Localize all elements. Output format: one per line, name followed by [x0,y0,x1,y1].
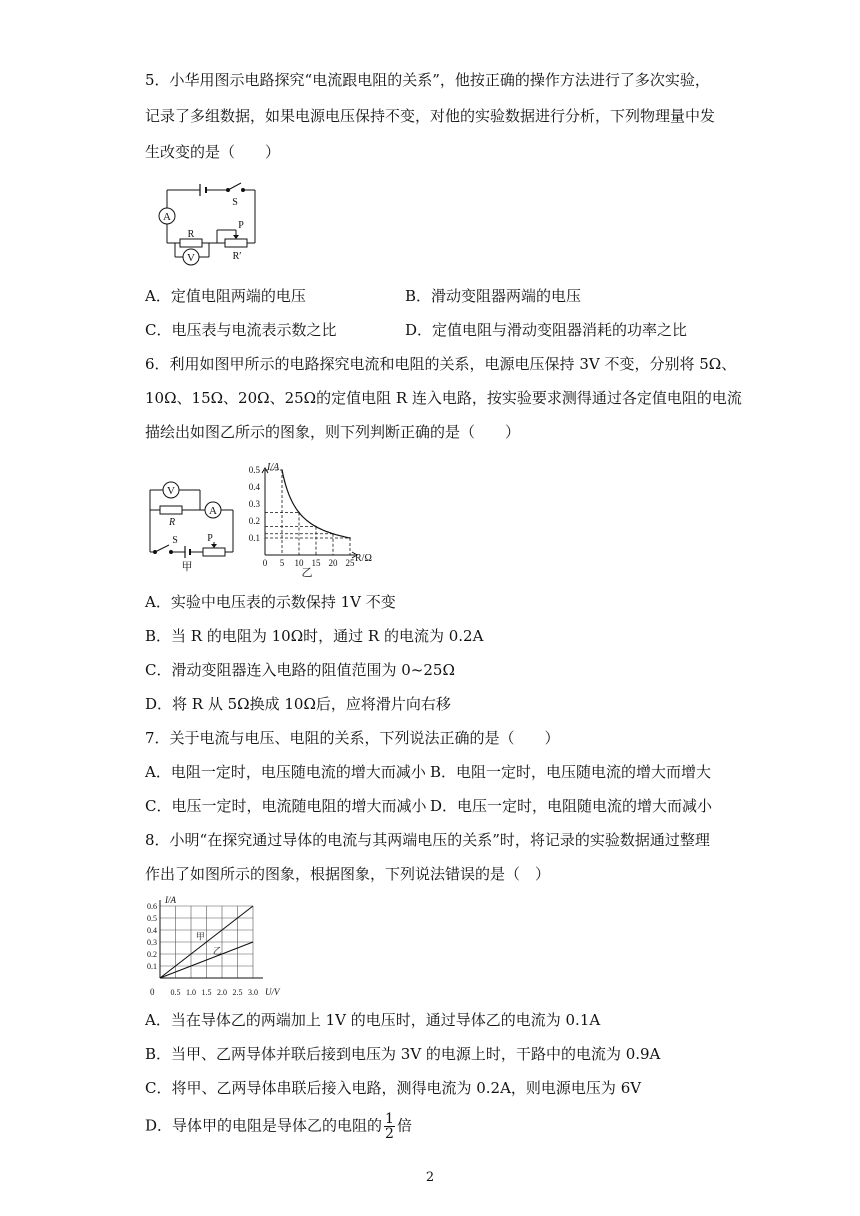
q8-option-a: A．当在导体乙的两端加上 1V 的电压时，通过导体乙的电流为 0.1A [145,1011,601,1029]
y-tick-label: 0.1 [147,962,157,971]
q6-line-2: 10Ω、15Ω、20Ω、25Ω的定值电阻 R 连入电路，按实验要求测得通过各定值电阻的电流 [145,389,742,407]
q5-line-1: 5．小华用图示电路探究“电流跟电阻的关系”，他按正确的操作方法进行了多次实验， [145,71,710,89]
y-tick-label: 0.6 [147,902,157,911]
q5-switch-label: S [232,197,238,208]
x-tick-label: 10 [294,558,304,568]
q6-option-c: C．滑动变阻器连入电路的阻值范围为 0~25Ω [145,661,455,679]
q5-circuit-diagram [145,180,270,275]
q5-slider-label: P [238,220,244,231]
q6-option-d: D．将 R 从 5Ω换成 10Ω后，应将滑片向右移 [145,695,451,713]
q6-current-resistance-graph-yi [245,458,395,583]
x-tick-label: 5 [279,558,285,568]
q8-line-2: 作出了如图所示的图象，根据图象，下列说法错误的是（ ） [145,865,551,883]
y-tick-label: 0.3 [147,938,157,947]
q6-option-b: B．当 R 的电阻为 10Ω时，通过 R 的电流为 0.2A [145,627,484,645]
q5-option-a: A．定值电阻两端的电压 [145,287,306,305]
data-point [298,512,300,514]
q6-circuit-diagram-jia [145,472,245,572]
q5-option-c: C．电压表与电流表示数之比 [145,321,337,339]
x-tick-label: 2.0 [217,988,227,997]
y-tick-label: 0.5 [248,465,260,475]
q8-option-b: B．当甲、乙两导体并联后接到电压为 3V 的电源上时，干路中的电流为 0.9A [145,1045,661,1063]
q8-option-d-prefix: D．导体甲的电阻是导体乙的电阻的 [145,1116,383,1135]
x-tick-label: 1.5 [201,988,212,997]
q8-line-1: 8．小明“在探究通过导体的电流与其两端电压的关系”时，将记录的实验数据通过整理 [145,831,710,849]
q8-option-d-suffix: 倍 [396,1116,412,1135]
x-tick-label: 0 [262,558,268,568]
q6-caption-jia: 甲 [181,561,193,572]
x-tick-label: 1.0 [186,988,196,997]
q6-graph-xlabel: R/Ω [355,553,372,564]
x-tick-label: 20 [328,558,338,568]
q7-option-a: A．电阻一定时，电压随电流的增大而减小 [145,763,426,781]
y-tick-label: 0.2 [248,516,260,526]
q5-ammeter-label: A [163,211,171,223]
q6-line-1: 6．利用如图甲所示的电路探究电流和电阻的关系，电源电压保持 3V 不变，分别将 5Ω、 [145,355,737,373]
q7-option-c: C．电压一定时，电流随电阻的增大而减小 [145,797,427,815]
q6-graph-caption-yi: 乙 [301,567,313,579]
q6-slider-label: P [207,533,213,544]
q7-option-b: B．电阻一定时，电压随电流的增大而增大 [430,763,712,781]
q5-option-b: B．滑动变阻器两端的电压 [405,287,582,305]
y-tick-label: 0.1 [248,533,260,543]
data-point [315,526,317,528]
y-tick-label: 0.4 [147,926,157,935]
q8-current-voltage-graph [140,894,290,1000]
q7-option-d: D．电压一定时，电阻随电流的增大而减小 [430,797,713,815]
page-number: 2 [425,1170,435,1185]
q8-option-c: C．将甲、乙两导体串联后接入电路，测得电流为 0.2A，则电源电压为 6V [145,1079,642,1097]
x-tick-label: 3.0 [248,988,258,997]
y-tick-label: 0.2 [147,950,157,959]
q5-rheostat-label: R′ [232,251,242,262]
x-tick-label: 25 [345,558,355,568]
q5-line-2: 记录了多组数据，如果电源电压保持不变，对他的实验数据进行分析，下列物理量中发 [145,107,716,125]
x-tick-label: 2.5 [232,988,243,997]
data-point [332,533,334,535]
data-point [281,469,283,471]
q6-switch-label: S [172,535,178,546]
q6-option-a: A．实验中电压表的示数保持 1V 不变 [145,593,396,611]
line-jia-label: 甲 [195,931,205,942]
line-yi-label: 乙 [212,946,222,956]
y-tick-label: 0.4 [248,482,260,492]
x-tick-label: 0.5 [170,988,181,997]
q6-graph-ylabel: I/A [267,462,280,473]
q5-voltmeter-label: V [187,252,195,264]
fraction-denominator: 2 [385,1126,394,1142]
q5-resistor-label: R [187,229,195,240]
q5-line-3: 生改变的是（ ） [145,143,281,161]
q6-voltmeter-label: V [167,485,175,497]
q8-graph-ylabel: I/A [165,895,176,905]
y-tick-label: 0.3 [248,499,260,509]
q8-option-d [145,1112,412,1141]
data-point [349,537,351,539]
x-tick-label: 15 [311,558,321,568]
q6-line-3: 描绘出如图乙所示的图象，则下列判断正确的是（ ） [145,423,521,441]
q8-option-d-fraction [384,1112,395,1141]
q7-line-1: 7．关于电流与电压、电阻的关系，下列说法正确的是（ ） [145,729,560,747]
q8-graph-xlabel: U/V [265,987,280,997]
fraction-numerator: 1 [385,1111,394,1127]
q8-graph-origin: 0 [150,987,155,997]
q6-ammeter-label: A [209,505,217,517]
q6-resistor-label: R [168,517,176,528]
y-tick-label: 0.5 [147,914,157,923]
q5-option-d: D．定值电阻与滑动变阻器消耗的功率之比 [405,321,688,339]
